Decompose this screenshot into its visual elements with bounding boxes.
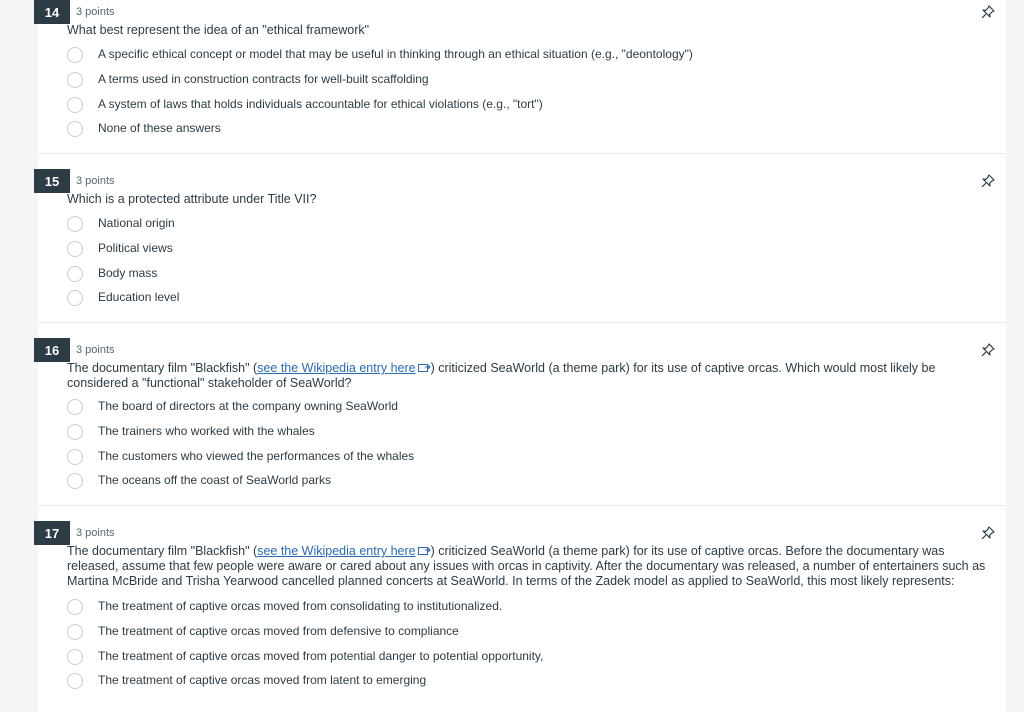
answer-label: The treatment of captive orcas moved from latent to emerging	[98, 673, 427, 688]
radio-button[interactable]	[67, 47, 83, 63]
pin-icon[interactable]	[980, 525, 996, 541]
answer-label: Political views	[98, 240, 173, 255]
pin-icon[interactable]	[980, 173, 996, 189]
radio-button[interactable]	[67, 424, 83, 440]
question-points: 3 points	[76, 344, 115, 356]
question-divider	[38, 322, 1006, 323]
question-text-after: ) criticized SeaWorld (a theme park) for its use of captive orcas. Which would most likely be considered a "functional" stakeholder of SeaWorld?	[67, 361, 936, 390]
wikipedia-link[interactable]: see the Wikipedia entry here	[257, 544, 416, 558]
question-points: 3 points	[76, 175, 115, 187]
pin-icon[interactable]	[980, 342, 996, 358]
answer-label: National origin	[98, 216, 175, 230]
question-number: 15	[34, 169, 70, 193]
radio-button[interactable]	[67, 290, 83, 306]
question-text: Which is a protected attribute under Title VII?	[67, 192, 317, 206]
answer-label: Body mass	[98, 265, 158, 280]
answer-label: The treatment of captive orcas moved from potential danger to potential opportunity,	[98, 648, 544, 663]
radio-button[interactable]	[67, 399, 83, 415]
answer-label: A system of laws that holds individuals accountable for ethical violations (e.g., "tort")	[98, 96, 543, 111]
answer-label: A terms used in construction contracts for well-built scaffolding	[98, 71, 429, 86]
radio-button[interactable]	[67, 473, 83, 489]
answer-label: The treatment of captive orcas moved from consolidating to institutionalized.	[98, 599, 503, 613]
radio-button[interactable]	[67, 673, 83, 689]
question-divider	[38, 153, 1006, 154]
question-text: What best represent the idea of an "ethical framework"	[67, 23, 370, 37]
radio-button[interactable]	[67, 241, 83, 257]
radio-button[interactable]	[67, 216, 83, 232]
radio-button[interactable]	[67, 449, 83, 465]
external-link-icon	[418, 363, 431, 373]
quiz-sheet	[38, 0, 1006, 712]
question-text-after: ) criticized SeaWorld (a theme park) for its use of captive orcas. Before the documentary was released, assume that few people were aware or cared about any issues with orcas in captivity. After the documentary was released, a number of entertainers such as Martina McBride and Trisha Yearwood cancelled planned concerts at SeaWorld. In terms of the Zadek model as applied to SeaWorld, this most likely represents:	[67, 544, 986, 588]
answer-label: The customers who viewed the performances of the whales	[98, 448, 415, 463]
question-points: 3 points	[76, 6, 115, 18]
radio-button[interactable]	[67, 266, 83, 282]
external-link-icon	[418, 546, 431, 556]
question-text	[67, 361, 997, 391]
radio-button[interactable]	[67, 599, 83, 615]
question-text	[67, 544, 997, 589]
radio-button[interactable]	[67, 97, 83, 113]
wikipedia-link[interactable]: see the Wikipedia entry here	[257, 361, 416, 375]
question-points: 3 points	[76, 527, 115, 539]
radio-button[interactable]	[67, 649, 83, 665]
question-number: 14	[34, 0, 70, 24]
question-number: 16	[34, 338, 70, 362]
answer-label: The trainers who worked with the whales	[98, 423, 315, 438]
question-divider	[38, 505, 1006, 506]
answer-label: None of these answers	[98, 121, 221, 136]
pin-icon[interactable]	[980, 4, 996, 20]
answer-label: The board of directors at the company owning SeaWorld	[98, 399, 398, 413]
question-text-before: The documentary film "Blackfish" (	[67, 544, 258, 558]
radio-button[interactable]	[67, 624, 83, 640]
answer-label: A specific ethical concept or model that may be useful in thinking through an ethical situation (e.g., "deontology")	[98, 47, 693, 61]
radio-button[interactable]	[67, 121, 83, 137]
answer-label: The oceans off the coast of SeaWorld parks	[98, 473, 332, 488]
answer-label: The treatment of captive orcas moved from defensive to compliance	[98, 623, 459, 638]
question-number: 17	[34, 521, 70, 545]
question-text-before: The documentary film "Blackfish" (	[67, 361, 258, 375]
answer-label: Education level	[98, 290, 180, 305]
radio-button[interactable]	[67, 72, 83, 88]
